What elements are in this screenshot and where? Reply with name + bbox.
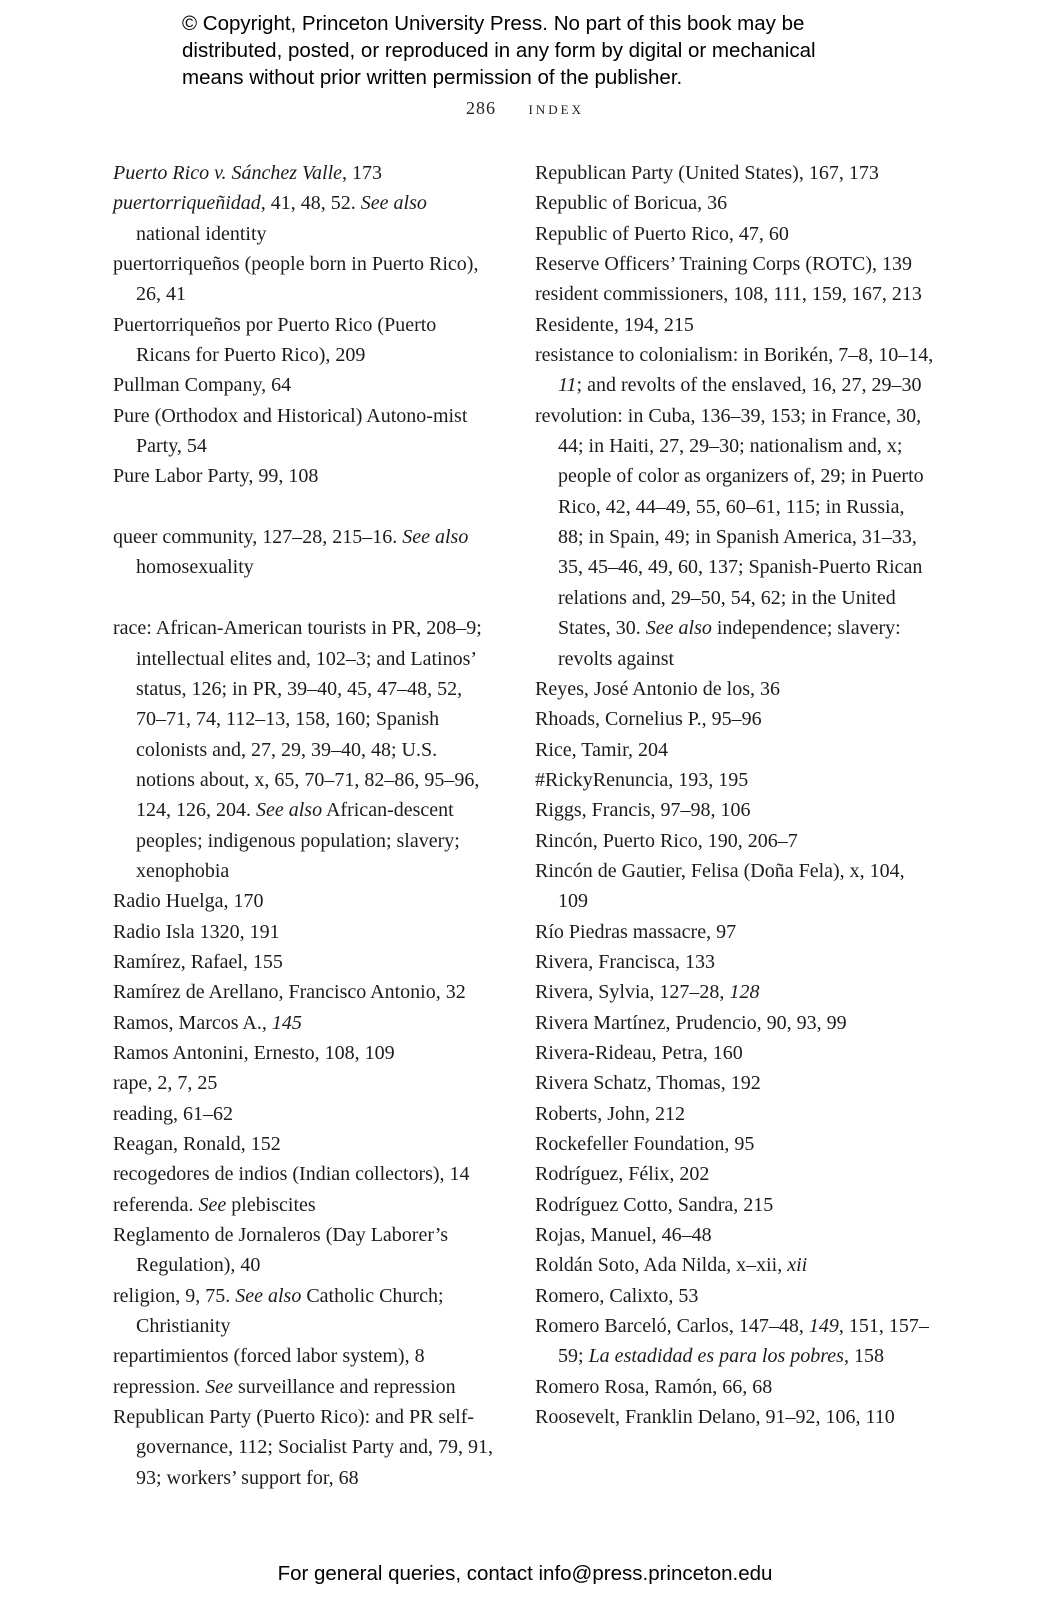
index-entry [113,1159,493,1189]
index-entry [113,188,493,249]
index-entry-text: Roldán Soto, Ada Nilda, x–xii, [535,1254,788,1277]
index-entry-text: Ramos Antonini, Ernesto, 108, 109 [113,1041,395,1064]
index-entry-text: 128 [729,981,760,1004]
index-entry-text: Radio Huelga, 170 [113,890,264,913]
index-entry-text: Romero Barceló, Carlos, 147–48, [535,1315,809,1338]
index-entry [113,1008,493,1038]
index-entry-text: Roberts, John, 212 [535,1102,685,1125]
index-entry-text: African-descent peoples; indigenous population; slavery; xenophobia [136,799,460,882]
index-entry [113,1099,493,1129]
index-entry [113,917,493,947]
index-entry-text: Pure (Orthodox and Historical) Autono-mist Party, 54 [113,404,468,458]
index-entry [113,401,493,462]
copyright-line: means without prior written permission of the publisher. [182,66,683,89]
index-entry [535,947,935,977]
index-entry-text: Reserve Officers’ Training Corps (ROTC), 139 [535,253,912,276]
index-entry [535,1159,935,1189]
page-number: 286 [466,98,497,118]
index-entry-text: Pullman Company, 64 [113,374,292,397]
index-entry [113,1372,493,1402]
index-entry [113,1190,493,1220]
index-entry-text: Residente, 194, 215 [535,313,694,336]
index-entry-text: Reyes, José Antonio de los, 36 [535,677,780,700]
index-entry-text: surveillance and repression [232,1375,456,1398]
index-entry [535,1250,935,1280]
index-entry [535,219,935,249]
index-entry-text: Republic of Puerto Rico, 47, 60 [535,222,789,245]
index-entry [535,735,935,765]
index-entry-text: Catholic Church; Christianity [136,1284,444,1338]
index-entry [535,401,935,674]
index-entry-text: See [198,1193,227,1216]
index-entry [535,826,935,856]
index-entry [535,188,935,218]
index-entry-text: See also [402,526,469,549]
index-entry [113,1038,493,1068]
index-entry [113,886,493,916]
index-entry [535,765,935,795]
index-entry-text: Rivera Schatz, Thomas, 192 [535,1072,761,1095]
index-entry-text: reading, 61–62 [113,1102,233,1125]
index-entry [113,522,493,583]
index-entry [535,1281,935,1311]
index-entry-text: Romero, Calixto, 53 [535,1284,699,1307]
index-entry-text: recogedores de indios (Indian collectors), 14 [113,1163,470,1186]
index-entry [113,1341,493,1371]
index-entry-text: 11 [558,374,577,397]
index-entry [535,1008,935,1038]
index-entry [535,1402,935,1432]
index-entry-text: 149 [808,1315,839,1338]
index-entry-text: Pure Labor Party, 99, 108 [113,465,319,488]
index-entry-text: Radio Isla 1320, 191 [113,920,280,943]
index-column-right [535,158,935,1432]
index-entry [113,158,493,188]
index-column-left [113,158,493,1493]
index-entry-text: Ramírez, Rafael, 155 [113,950,283,973]
index-entry [535,1311,935,1372]
index-entry-text: Ramírez de Arellano, Francisco Antonio, 32 [113,981,466,1004]
index-entry-text: See also [360,192,427,215]
index-entry-text: 145 [271,1011,302,1034]
index-entry-text: #RickyRenuncia, 193, 195 [535,768,749,791]
index-entry-text: See [205,1375,233,1398]
index-entry-text: national identity [136,222,267,245]
index-entry-text: Rincón de Gautier, Felisa (Doña Fela), x, 104, 109 [535,859,905,913]
index-entry-text: puertorriqueñidad [113,192,261,215]
index-entry [113,249,493,310]
index-entry-text: plebiscites [226,1193,316,1216]
index-entry-text: Rice, Tamir, 204 [535,738,668,761]
index-entry [535,674,935,704]
index-entry-text: queer community, 127–28, 215–16. [113,526,403,549]
index-entry-text: Republican Party (United States), 167, 173 [535,162,879,184]
index-entry [535,249,935,279]
index-entry-text: independence; slavery: revolts against [558,617,901,670]
index-entry-text: ; and revolts of the enslaved, 16, 27, 29–30 [576,374,922,397]
index-entry [535,856,935,917]
index-entry-text: , 173 [342,162,383,184]
index-entry [535,1038,935,1068]
index-entry [535,1372,935,1402]
index-entry-text: Puertorriqueños por Puerto Rico (Puerto Ricans for Puerto Rico), 209 [113,313,437,367]
index-entry-text: Rivera-Rideau, Petra, 160 [535,1041,743,1064]
index-entry [535,158,935,188]
copyright-notice [182,10,902,91]
index-entry [113,1129,493,1159]
index-entry-text: See also [645,617,712,640]
index-entry [535,1129,935,1159]
section-title: index [528,98,584,118]
copyright-line: © Copyright, Princeton University Press. No part of this book may be [182,12,805,35]
index-entry-text: referenda. [113,1193,199,1216]
index-entry [113,310,493,371]
index-entry-text: race: African-American tourists in PR, 208–9; intellectual elites and, 102–3; and Latinos’ status, 126; in PR, 39–40, 45, 47–48, 52, 70–71, 74, 112–13, 158, 160; Spanish colonists and, 27, 29, 39–40, 48; U.S. notions about, x, 65, 70–71, 82–86, 95–96, 124, 126, 204. [113,617,482,822]
index-entry [535,1220,935,1250]
index-entry-text: Rhoads, Cornelius P., 95–96 [535,708,762,731]
index-entry-text: xii [787,1254,808,1277]
index-entry [113,1402,493,1493]
index-entry-text: Puerto Rico v. Sánchez Valle [113,162,343,184]
index-entry-text: , 151, 157–59; [558,1315,929,1368]
index-entry [113,1220,493,1281]
index-entry-text: repartimientos (forced labor system), 8 [113,1345,425,1368]
index-entry [535,310,935,340]
index-entry-text: Reagan, Ronald, 152 [113,1133,281,1155]
index-entry [113,613,493,886]
index-entry-text: , 41, 48, 52. [260,192,361,215]
index-entry-text: resistance to colonialism: in Borikén, 7–8, 10–14, [535,344,934,367]
index-entry-text: homosexuality [136,556,254,579]
index-entry [535,917,935,947]
index-entry-text: Rivera, Francisca, 133 [535,950,715,973]
index-entry-text: Rojas, Manuel, 46–48 [535,1224,712,1247]
index-entry-text: Rodríguez, Félix, 202 [535,1163,710,1186]
index-entry [535,1099,935,1129]
index-entry-text: resident commissioners, 108, 111, 159, 167, 213 [535,283,922,306]
index-entry-text: religion, 9, 75. [113,1284,236,1307]
index-entry-text: Rincón, Puerto Rico, 190, 206–7 [535,829,798,852]
index-entry-text: Republican Party (Puerto Rico): and PR self-governance, 112; Socialist Party and, 79, 91, 93; workers’ support for, 68 [113,1406,493,1489]
index-entry-text: See also [256,799,323,822]
index-entry-text: Romero Rosa, Ramón, 66, 68 [535,1375,773,1398]
index-entry [535,279,935,309]
letter-group-gap [113,583,493,613]
index-entry-text: Rockefeller Foundation, 95 [535,1133,755,1155]
index-entry-text: , 158 [843,1345,884,1368]
index-entry [113,461,493,491]
index-entry-text: puertorriqueños (people born in Puerto Rico), 26, 41 [113,253,479,306]
index-entry-text: Reglamento de Jornaleros (Day Laborer’s Regulation), 40 [113,1224,449,1277]
index-entry [113,1281,493,1342]
index-entry-text: Ramos, Marcos A., [113,1011,272,1034]
copyright-line: distributed, posted, or reproduced in any form by digital or mechanical [182,39,816,62]
index-entry-text: rape, 2, 7, 25 [113,1072,218,1095]
index-entry [113,370,493,400]
index-entry [535,704,935,734]
index-entry [113,947,493,977]
index-entry [113,1068,493,1098]
index-entry [535,977,935,1007]
index-entry-text: Riggs, Francis, 97–98, 106 [535,799,751,822]
index-entry [535,795,935,825]
index-entry-text: revolution: in Cuba, 136–39, 153; in France, 30, 44; in Haiti, 27, 29–30; nationalism and, x; people of color as organizers of, 29; in Puerto Rico, 42, 44–49, 55, 60–61, 115; in Russia, 88; in Spain, 49; in Spanish America, 31–33, 35, 45–46, 49, 60, 137; Spanish-Puerto Rican relations and, 29–50, 54, 62; in the United States, 30. [535,404,924,640]
letter-group-gap [113,492,493,522]
index-entry [535,1190,935,1220]
index-entry [535,340,935,401]
index-entry-text: Rivera, Sylvia, 127–28, [535,981,730,1004]
index-entry-text: See also [235,1284,302,1307]
index-entry-text: Río Piedras massacre, 97 [535,920,737,943]
index-entry-text: La estadidad es para los pobres [588,1345,844,1368]
index-entry-text: Rivera Martínez, Prudencio, 90, 93, 99 [535,1011,847,1034]
index-entry-text: Rodríguez Cotto, Sandra, 215 [535,1193,774,1216]
index-entry [535,1068,935,1098]
index-entry-text: Roosevelt, Franklin Delano, 91–92, 106, 110 [535,1406,895,1429]
index-entry-text: Republic of Boricua, 36 [535,192,728,215]
index-entry [113,977,493,1007]
footer-contact: For general queries, contact info@press.princeton.edu [277,1562,773,1585]
running-head [0,98,1050,119]
index-entry-text: repression. [113,1375,206,1398]
